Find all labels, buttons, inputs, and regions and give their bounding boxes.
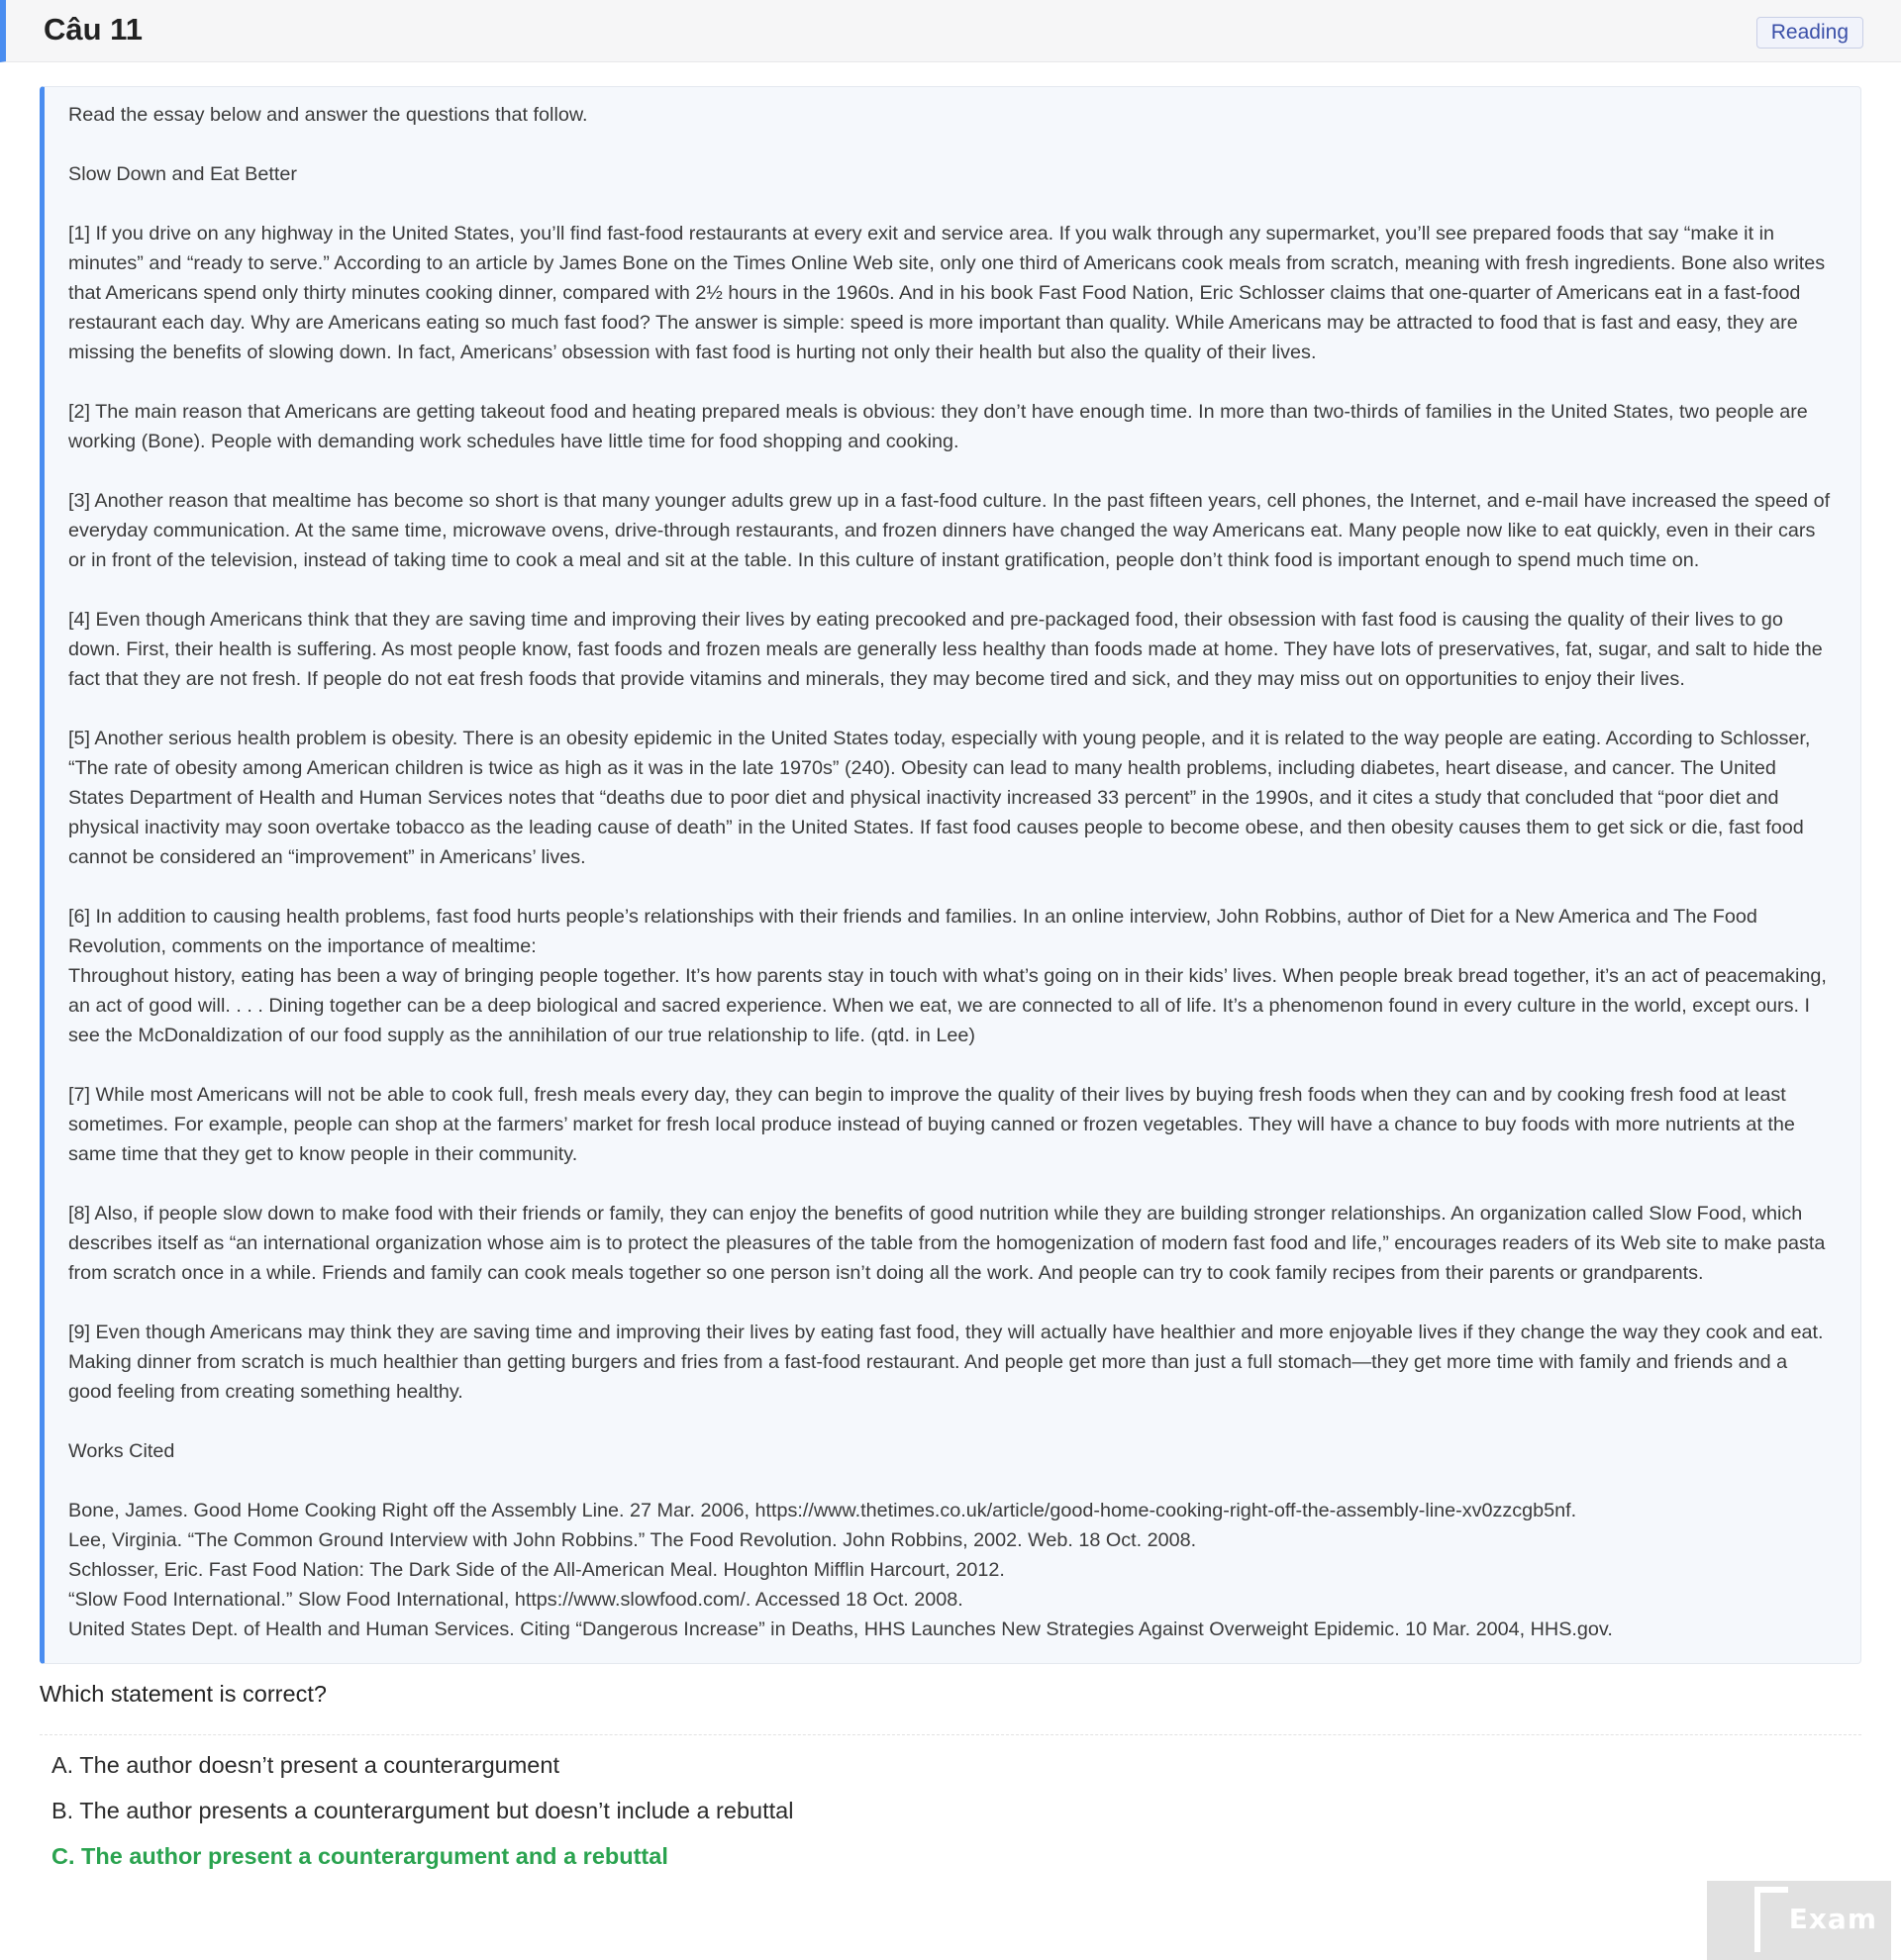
answer-option-a[interactable]: A. The author doesn’t present a counterargument: [51, 1752, 559, 1778]
citation: “Slow Food International.” Slow Food International, https://www.slowfood.com/. Accessed 18 Oct. 2008.: [68, 1589, 963, 1611]
paragraph-6: [68, 902, 1833, 1050]
answer-option-b[interactable]: B. The author presents a counterargument but doesn’t include a rebuttal: [51, 1798, 794, 1823]
paragraph-7: [7] While most Americans will not be able to cook full, fresh meals every day, they can begin to improve the quality of their lives by buying fresh foods when they can and by cooking fresh food at least sometimes. For example, people can shop at the farmers’ market for fresh local produce instead of buying canned or frozen vegetables. They will have a chance to buy foods with more nutrients at the same time that they get to know people in their community.: [68, 1084, 1795, 1165]
paragraph-5: [5] Another serious health problem is obesity. There is an obesity epidemic in the United States today, especially with young people, and it is related to the way people are eating. According to Schlosser, “The rate of obesity among American children is twice as high as it was in the late 1970s” (240). Obesity can lead to many health problems, including diabetes, heart disease, and cancer. The United States Department of Health and Human Services notes that “deaths due to poor diet and physical inactivity increased 33 percent” in the 1990s, and it cites a study that concluded that “poor diet and physical inactivity may soon overtake tobacco as the leading cause of death” in the United States. If fast food causes people to become obese, and then obesity causes them to get sick or die, fast food cannot be considered an “improvement” in Americans’ lives.: [68, 728, 1811, 868]
paragraph-1: [1] If you drive on any highway in the United States, you’ll find fast-food restaurants at every exit and service area. If you walk through any supermarket, you’ll see prepared foods that say “make it in minutes” and “ready to serve.” According to an article by James Bone on the Times Online Web site, only one third of Americans cook meals from scratch, meaning with fresh ingredients. Bone also writes that Americans spend only thirty minutes cooking dinner, compared with 2½ hours in the 1960s. And in his book Fast Food Nation, Eric Schlosser claims that one-quarter of Americans eat in a fast-food restaurant each day. Why are Americans eating so much fast food? The answer is simple: speed is more important than quality. While Americans may be attracted to food that is fast and easy, they are missing the benefits of slowing down. In fact, Americans’ obsession with fast food is hurting not only their health but also the quality of their lives.: [68, 223, 1826, 363]
question-prompt: Which statement is correct?: [40, 1681, 327, 1707]
watermark-text: Exam: [1788, 1903, 1877, 1935]
citation: Bone, James. Good Home Cooking Right off the Assembly Line. 27 Mar. 2006, https://www.thetimes.co.uk/article/good-home-cooking-right-off-the-assembly-line-xv0zzcgb5nf.: [68, 1500, 1577, 1521]
divider: [40, 1734, 1861, 1735]
paragraph-3: [3] Another reason that mealtime has become so short is that many younger adults grew up in a fast-food culture. In the past fifteen years, cell phones, the Internet, and e-mail have increased the speed of everyday communication. At the same time, microwave ovens, drive-through restaurants, and frozen dinners have changed the way Americans eat. Many people now like to eat quickly, even in their cars or in front of the television, instead of taking time to cook a meal and sit at the table. In this culture of instant gratification, people don’t think food is important enough to spend much time on.: [68, 490, 1831, 571]
works-cited-list: [68, 1496, 1833, 1644]
essay-title: Slow Down and Eat Better: [68, 163, 297, 185]
logo-icon: [1754, 1887, 1788, 1952]
citation: Lee, Virginia. “The Common Ground Interview with John Robbins.” The Food Revolution. John Robbins, 2002. Web. 18 Oct. 2008.: [68, 1529, 1197, 1551]
paragraph-2: [2] The main reason that Americans are getting takeout food and heating prepared meals is obvious: they don’t have enough time. In more than two-thirds of families in the United States, two people are working (Bone). People with demanding work schedules have little time for food shopping and cooking.: [68, 401, 1808, 452]
reading-passage: [40, 86, 1861, 1664]
passage-instruction: Read the essay below and answer the questions that follow.: [68, 104, 588, 126]
paragraph-9: [9] Even though Americans may think they are saving time and improving their lives by eating fast food, they will actually have healthier and more enjoyable lives if they change the way they cook and eat. Making dinner from scratch is much healthier than getting burgers and fries from a fast-food restaurant. And people get more than just a full stomach—they get more time with family and friends and a good feeling from creating something healthy.: [68, 1322, 1824, 1403]
paragraph-6-quote: Throughout history, eating has been a way of bringing people together. It’s how parents stay in touch with what’s going on in their kids’ lives. When people break bread together, it’s an act of peacemaking, an act of good will. . . . Dining together can be a deep biological and sacred experience. When we eat, we are connected to all of life. It’s a phenomenon found in every culture in the world, except ours. I see the McDonaldization of our food supply as the annihilation of our true relationship to life. (qtd. in Lee): [68, 965, 1827, 1046]
category-badge: Reading: [1756, 17, 1863, 49]
citation: United States Dept. of Health and Human Services. Citing “Dangerous Increase” in Deaths, HHS Launches New Strategies Against Overweight Epidemic. 10 Mar. 2004, HHS.gov.: [68, 1618, 1613, 1640]
watermark-logo: [1707, 1881, 1891, 1960]
answer-option-c-correct[interactable]: C. The author present a counterargument and a rebuttal: [51, 1843, 668, 1869]
paragraph-4: [4] Even though Americans think that they are saving time and improving their lives by eating precooked and pre-packaged food, their obsession with fast food is causing the quality of their lives to go down. First, their health is suffering. As most people know, fast foods and frozen meals are generally less healthy than foods made at home. They have lots of preservatives, fat, sugar, and salt to hide the fact that they are not fresh. If people do not eat fresh foods that provide vitamins and minerals, they may become tired and sick, and they may miss out on opportunities to enjoy their lives.: [68, 609, 1823, 690]
question-number: Câu 11: [44, 12, 143, 47]
paragraph-8: [8] Also, if people slow down to make food with their friends or family, they can enjoy the benefits of good nutrition while they are building stronger relationships. An organization called Slow Food, which describes itself as “an international organization whose aim is to protect the pleasures of the table from the homogenization of modern fast food and life,” encourages readers of its Web site to make pasta from scratch once in a while. Friends and family can cook meals together so one person isn’t doing all the work. And people can try to cook family recipes from their parents or grandparents.: [68, 1203, 1826, 1284]
question-header: [0, 0, 1901, 62]
paragraph-6-intro: [6] In addition to causing health problems, fast food hurts people’s relationships with their friends and families. In an online interview, John Robbins, author of Diet for a New America and The Food Revolution, comments on the importance of mealtime:: [68, 906, 1757, 957]
works-cited-heading: Works Cited: [68, 1440, 175, 1462]
citation: Schlosser, Eric. Fast Food Nation: The Dark Side of the All-American Meal. Houghton Mifflin Harcourt, 2012.: [68, 1559, 1005, 1581]
